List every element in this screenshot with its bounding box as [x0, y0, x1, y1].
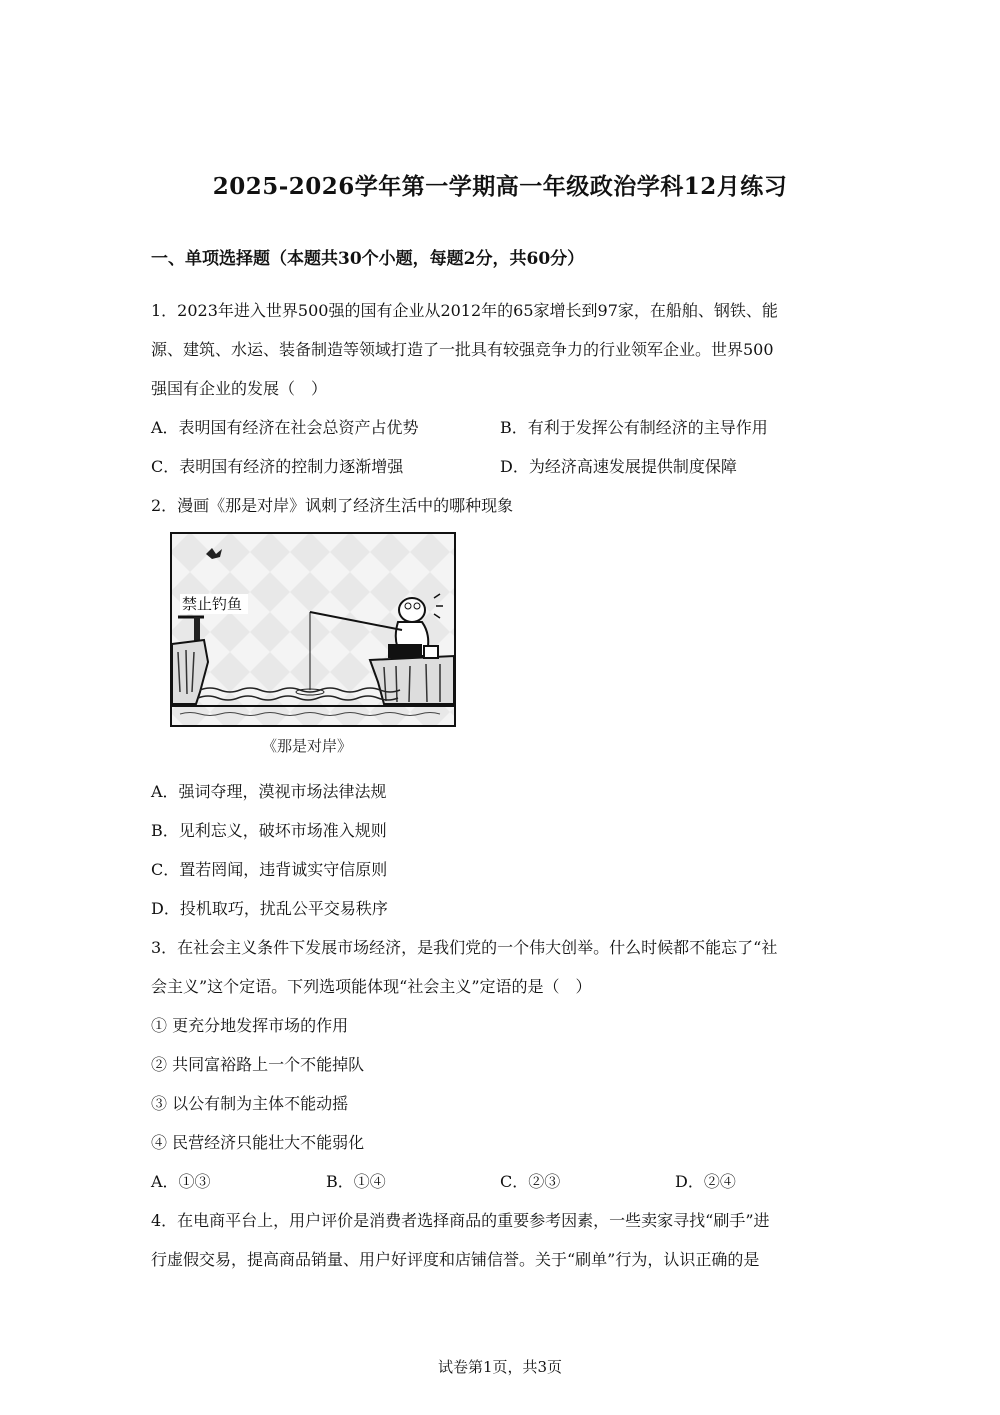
- sign-text: 禁止钓鱼: [182, 595, 243, 613]
- q3-stem-line-2: 会主义”这个定语。下列选项能体现“社会主义”定语的是（ ）: [151, 977, 592, 996]
- q2-stem: 2．漫画《那是对岸》讽刺了经济生活中的哪种现象: [151, 496, 514, 515]
- q3-item-1: ① 更充分地发挥市场的作用: [151, 1016, 349, 1035]
- q1-option-c: C．表明国有经济的控制力逐渐增强: [151, 457, 404, 476]
- q2-option-d: D．投机取巧，扰乱公平交易秩序: [151, 899, 388, 918]
- q1-stem-line-2: 源、建筑、水运、装备制造等领域打造了一批具有较强竞争力的行业领军企业。世界500: [151, 340, 774, 359]
- q2-option-a: A．强词夺理，漠视市场法律法规: [151, 782, 387, 801]
- q2-option-c: C．置若罔闻，违背诚实守信原则: [151, 860, 388, 879]
- q4-stem-line-2: 行虚假交易，提高商品销量、用户好评度和店铺信誉。关于“刷单”行为，认识正确的是: [151, 1250, 760, 1269]
- q1-option-a: A．表明国有经济在社会总资产占优势: [151, 418, 419, 437]
- q1-option-b: B．有利于发挥公有制经济的主导作用: [500, 418, 768, 437]
- bucket: [424, 646, 438, 658]
- q3-option-a: A．①③: [151, 1172, 211, 1191]
- q3-item-3: ③ 以公有制为主体不能动摇: [151, 1094, 349, 1113]
- q2-option-b: B．见利忘义，破坏市场准入规则: [151, 821, 387, 840]
- fisherman-head: [399, 598, 425, 622]
- right-cliff: [370, 656, 454, 704]
- page-footer: 试卷第1页，共3页: [437, 1358, 563, 1376]
- q1-option-d: D．为经济高速发展提供制度保障: [500, 457, 737, 476]
- q1-stem-line-3: 强国有企业的发展（ ）: [151, 379, 328, 398]
- cartoon-caption: 《那是对岸》: [262, 737, 353, 755]
- q3-option-b: B．①④: [326, 1172, 386, 1191]
- q3-item-4: ④ 民营经济只能壮大不能弱化: [151, 1133, 365, 1152]
- q3-option-d: D．②④: [675, 1172, 736, 1191]
- cartoon-image: [170, 532, 456, 727]
- q3-item-2: ② 共同富裕路上一个不能掉队: [151, 1055, 365, 1074]
- section-heading: 一、单项选择题（本题共30个小题，每题2分，共60分）: [151, 249, 585, 269]
- exam-title: 2025-2026学年第一学期高一年级政治学科12月练习: [212, 173, 788, 200]
- q3-option-c: C．②③: [500, 1172, 561, 1191]
- q3-stem-line-1: 3．在社会主义条件下发展市场经济，是我们党的一个伟大创举。什么时候都不能忘了“社: [151, 938, 778, 957]
- q1-stem-line-1: 1．2023年进入世界500强的国有企业从2012年的65家增长到97家，在船舶、钢铁、能: [151, 301, 778, 320]
- fisherman-legs: [388, 644, 422, 658]
- q4-stem-line-1: 4．在电商平台上，用户评价是消费者选择商品的重要参考因素，一些卖家寻找“刷手”进: [151, 1211, 770, 1230]
